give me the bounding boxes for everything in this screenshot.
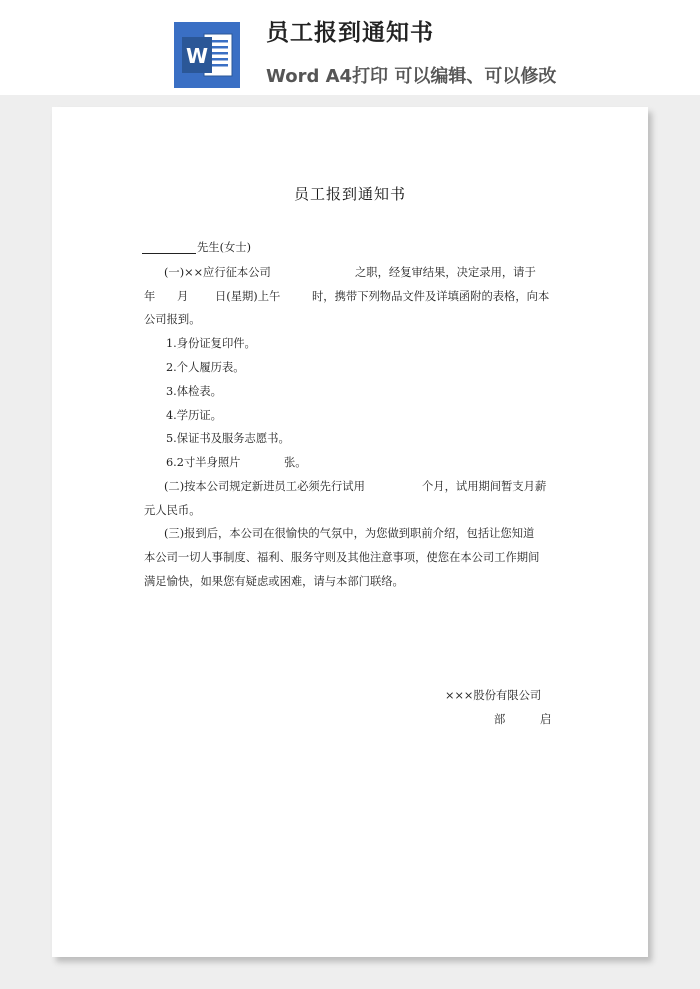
document-page bbox=[52, 107, 648, 957]
list-item: 1.身份证复印件。 bbox=[166, 337, 256, 350]
word-icon-letter: W bbox=[185, 44, 209, 68]
para1-day: 日(星期)上午 bbox=[215, 290, 281, 303]
para2-line2: 元人民币。 bbox=[144, 504, 201, 517]
document-title: 员工报到通知书 bbox=[293, 185, 406, 203]
para1-line2-rest: 时，携带下列物品文件及详填函附的表格，向本 bbox=[312, 290, 550, 303]
word-document-icon bbox=[174, 22, 240, 88]
salutation: 先生(女士) bbox=[197, 241, 252, 254]
header-subtitle: Word A4打印 可以编辑、可以修改 bbox=[266, 66, 557, 87]
list-item: 3.体检表。 bbox=[166, 385, 222, 398]
para1-start: (一)××应行征本公司 bbox=[164, 266, 271, 279]
signature-dept: 部 bbox=[494, 713, 506, 726]
list-item-6: 6.2寸半身照片 bbox=[166, 456, 241, 469]
list-item-6-unit: 张。 bbox=[284, 456, 307, 469]
signature-company: ×××股份有限公司 bbox=[445, 689, 542, 702]
list-item: 4.学历证。 bbox=[166, 409, 222, 422]
para2-start: (二)按本公司规定新进员工必须先行试用 bbox=[164, 480, 365, 493]
list-item: 2.个人履历表。 bbox=[166, 361, 245, 374]
para1-end: 之职，经复审结果，决定录用，请于 bbox=[355, 266, 536, 279]
para3-line2: 本公司一切人事制度、福利、服务守则及其他注意事项，使您在本公司工作期间 bbox=[144, 551, 540, 564]
name-blank-line bbox=[142, 253, 196, 254]
para1-month: 月 bbox=[177, 290, 189, 303]
para3-line3: 满足愉快，如果您有疑虑或困难，请与本部门联络。 bbox=[144, 575, 404, 588]
para1-line3: 公司报到。 bbox=[144, 313, 201, 326]
para3-line1: (三)报到后，本公司在很愉快的气氛中，为您做到职前介绍，包括让您知道 bbox=[164, 527, 535, 540]
para1-year: 年 bbox=[144, 290, 156, 303]
header-title: 员工报到通知书 bbox=[266, 20, 434, 46]
signature-qi: 启 bbox=[540, 713, 552, 726]
list-item: 5.保证书及服务志愿书。 bbox=[166, 432, 290, 445]
para2-end: 个月，试用期间暂支月薪 bbox=[422, 480, 547, 493]
